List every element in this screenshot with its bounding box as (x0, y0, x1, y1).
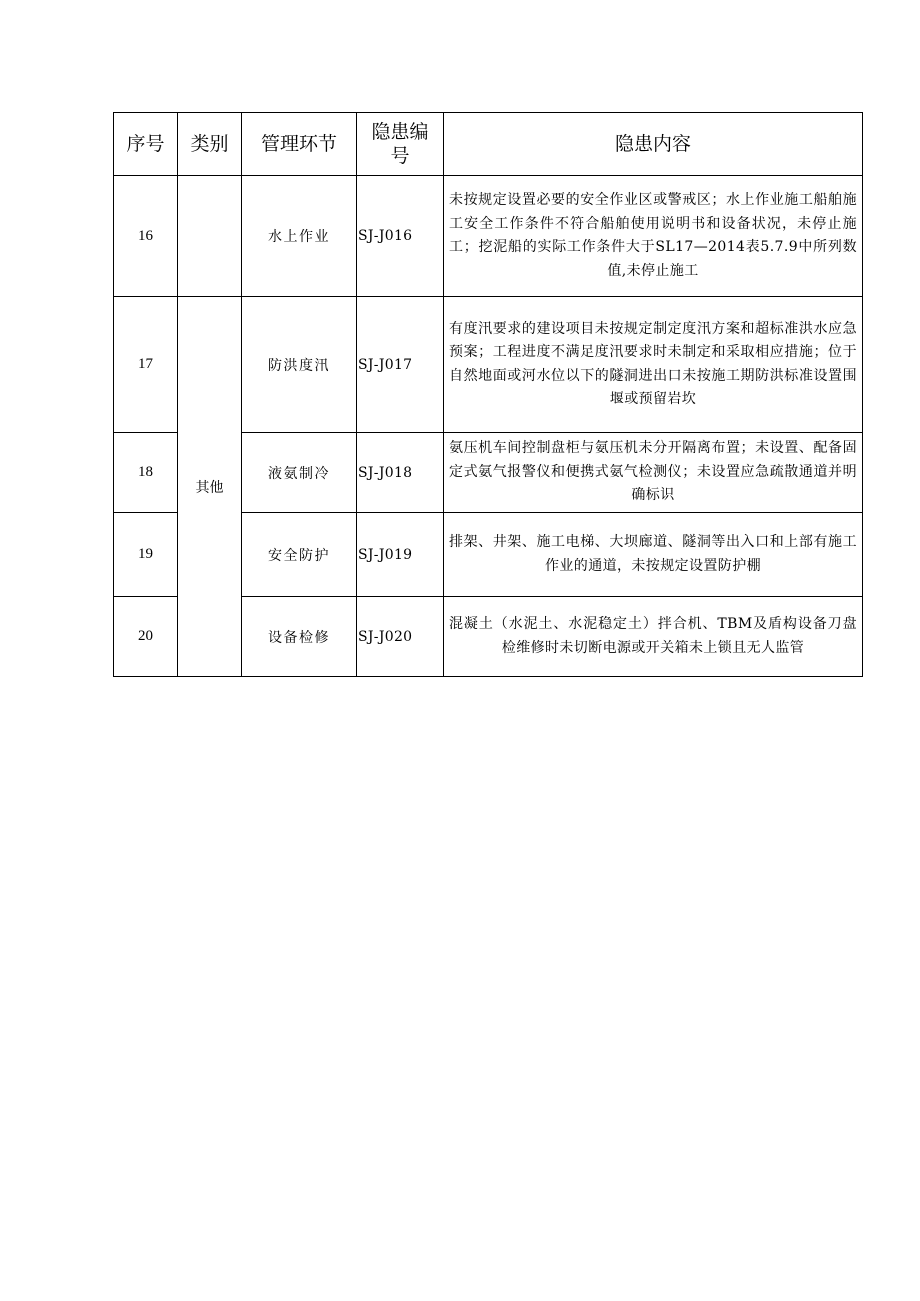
header-content: 隐患内容 (444, 113, 863, 176)
table-body (114, 176, 863, 677)
row-code: SJ-J016 (357, 176, 444, 297)
row-section: 设备检修 (242, 597, 357, 677)
header-row (114, 113, 863, 176)
row-code: SJ-J020 (357, 597, 444, 677)
row-category: 其他 (178, 297, 242, 677)
row-section: 防洪度汛 (242, 297, 357, 433)
row-section: 安全防护 (242, 513, 357, 597)
row-code: SJ-J018 (357, 433, 444, 513)
row-seq: 18 (114, 433, 178, 513)
row-content: 未按规定设置必要的安全作业区或警戒区；水上作业施工船舶施工安全工作条件不符合船舶使用说明书和设备状况，未停止施工；挖泥船的实际工作条件大于SL17—2014表5.7.9中所列数值,未停止施工 (444, 176, 863, 297)
hazard-table (113, 112, 863, 677)
table-row (114, 297, 863, 433)
header-code: 隐患编号 (357, 113, 444, 176)
row-code: SJ-J019 (357, 513, 444, 597)
row-section: 液氨制冷 (242, 433, 357, 513)
header-category: 类别 (178, 113, 242, 176)
row-content: 排架、井架、施工电梯、大坝廊道、隧洞等出入口和上部有施工作业的通道，未按规定设置防护棚 (444, 513, 863, 597)
header-seq: 序号 (114, 113, 178, 176)
row-content: 有度汛要求的建设项目未按规定制定度汛方案和超标准洪水应急预案；工程进度不满足度汛要求时未制定和采取相应措施；位于自然地面或河水位以下的隧洞进出口未按施工期防洪标准设置围堰或预留岩坎 (444, 297, 863, 433)
row-section: 水上作业 (242, 176, 357, 297)
row-content: 混凝土（水泥土、水泥稳定土）拌合机、TBM及盾构设备刀盘检维修时未切断电源或开关箱未上锁且无人监管 (444, 597, 863, 677)
header-section: 管理环节 (242, 113, 357, 176)
row-seq: 19 (114, 513, 178, 597)
row-code: SJ-J017 (357, 297, 444, 433)
row-content: 氨压机车间控制盘柜与氨压机未分开隔离布置；未设置、配备固定式氨气报警仪和便携式氨气检测仪；未设置应急疏散通道并明确标识 (444, 433, 863, 513)
row-seq: 17 (114, 297, 178, 433)
table-header (114, 113, 863, 176)
table-row (114, 176, 863, 297)
row-seq: 16 (114, 176, 178, 297)
row-category (178, 176, 242, 297)
row-seq: 20 (114, 597, 178, 677)
